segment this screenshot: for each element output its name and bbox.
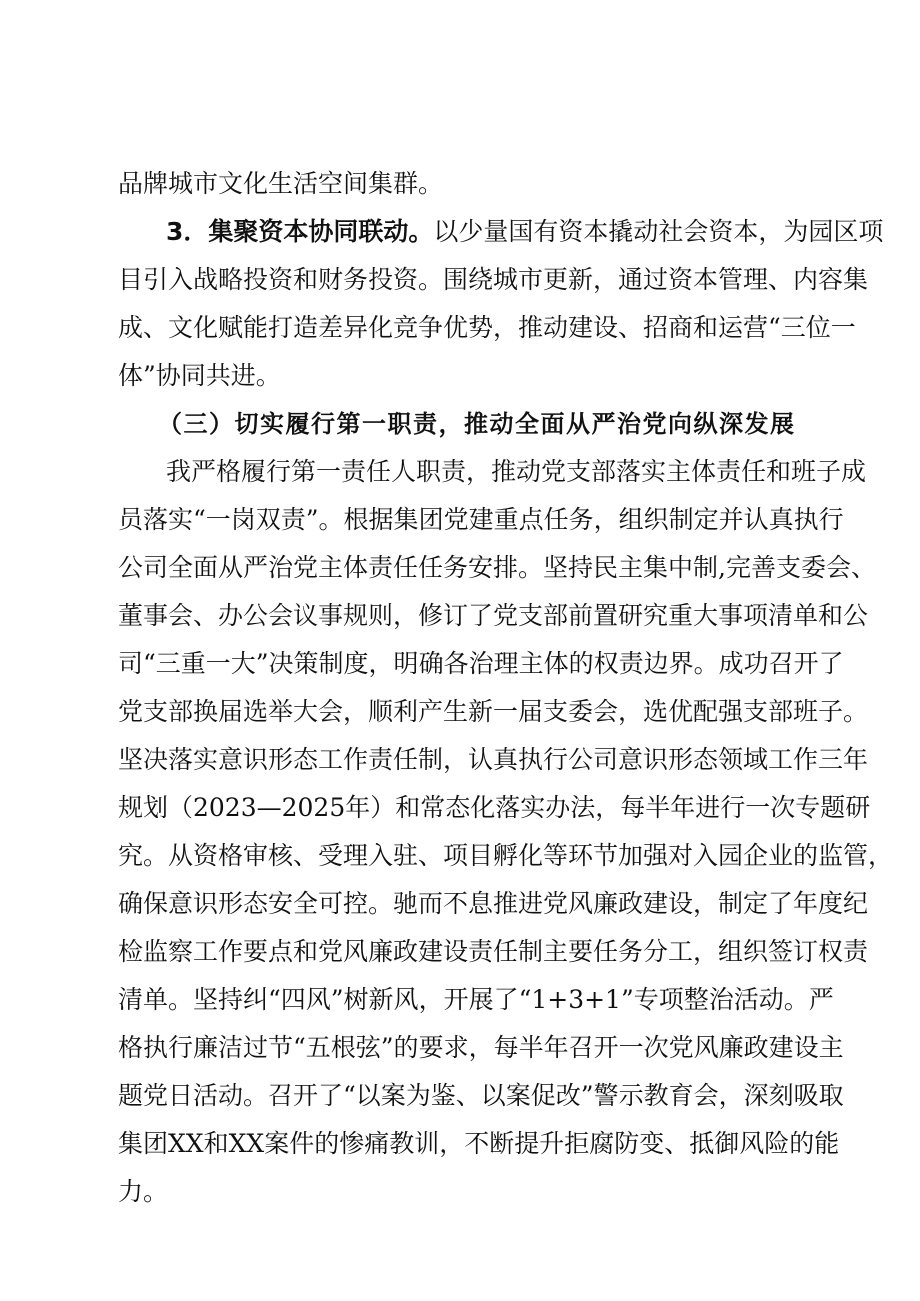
section-3-line-3: 公司全面从严治党主体责任任务安排。坚持民主集中制,完善支委会、 [118, 553, 876, 582]
section-3-line-13: 格执行廉洁过节“五根弦”的要求，每半年召开一次党风廉政建设主 [118, 1033, 844, 1062]
section-3-line-15: 集团XX和XX案件的惨痛教训，不断提升拒腐防变、抵御风险的能 [118, 1129, 840, 1158]
section-3-line-14: 题党日活动。召开了“以案为鉴、以案促改”警示教育会，深刻吸取 [118, 1081, 844, 1110]
section-3-line-6: 党支部换届选举大会，顺利产生新一届支委会，选优配强支部班子。 [118, 697, 869, 726]
section-3-line-4: 董事会、办公会议事规则，修订了党支部前置研究重大事项清单和公 [118, 601, 869, 630]
section-3-line-5: 司“三重一大”决策制度，明确各治理主体的权责边界。成功召开了 [118, 649, 844, 678]
section-3-line-9: 究。从资格审核、受理入驻、项目孵化等环节加强对入园企业的监管， [118, 841, 894, 870]
section-3-line-10: 确保意识形态安全可控。驰而不息推进党风廉政建设，制定了年度纪 [118, 889, 869, 918]
paragraph-line: 品牌城市文化生活空间集群。 [118, 169, 444, 198]
section-3-line-16: 力。 [118, 1177, 169, 1206]
section-3-line-2: 员落实“一岗双责”。根据集团党建重点任务，组织制定并认真执行 [118, 505, 844, 534]
item-3-line-4: 体”协同共进。 [118, 361, 281, 390]
section-3-title: （三）切实履行第一职责，推动全面从严治党向纵深发展 [158, 410, 794, 438]
section-3-line-12: 清单。坚持纠“四风”树新风，开展了“1+3+1”专项整治活动。严 [118, 985, 834, 1014]
item-3-first-line [118, 214, 884, 250]
item-3-heading: 3．集聚资本协同联动。 [166, 217, 434, 246]
section-3-line-11: 检监察工作要点和党风廉政建设责任制主要任务分工，组织签订权责 [118, 937, 869, 966]
item-3-line-2: 目引入战略投资和财务投资。围绕城市更新，通过资本管理、内容集 [118, 265, 869, 294]
item-3-line-1: 以少量国有资本撬动社会资本，为园区项 [433, 217, 884, 246]
section-3-line-7: 坚决落实意识形态工作责任制，认真执行公司意识形态领域工作三年 [118, 745, 869, 774]
section-3-line-1: 我严格履行第一责任人职责，推动党支部落实主体责任和班子成 [166, 457, 867, 486]
item-3-line-3: 成、文化赋能打造差异化竞争优势，推动建设、招商和运营“三位一 [118, 313, 856, 342]
section-3-line-8: 规划（2023—2025年）和常态化落实办法，每半年进行一次专题研 [118, 793, 871, 822]
